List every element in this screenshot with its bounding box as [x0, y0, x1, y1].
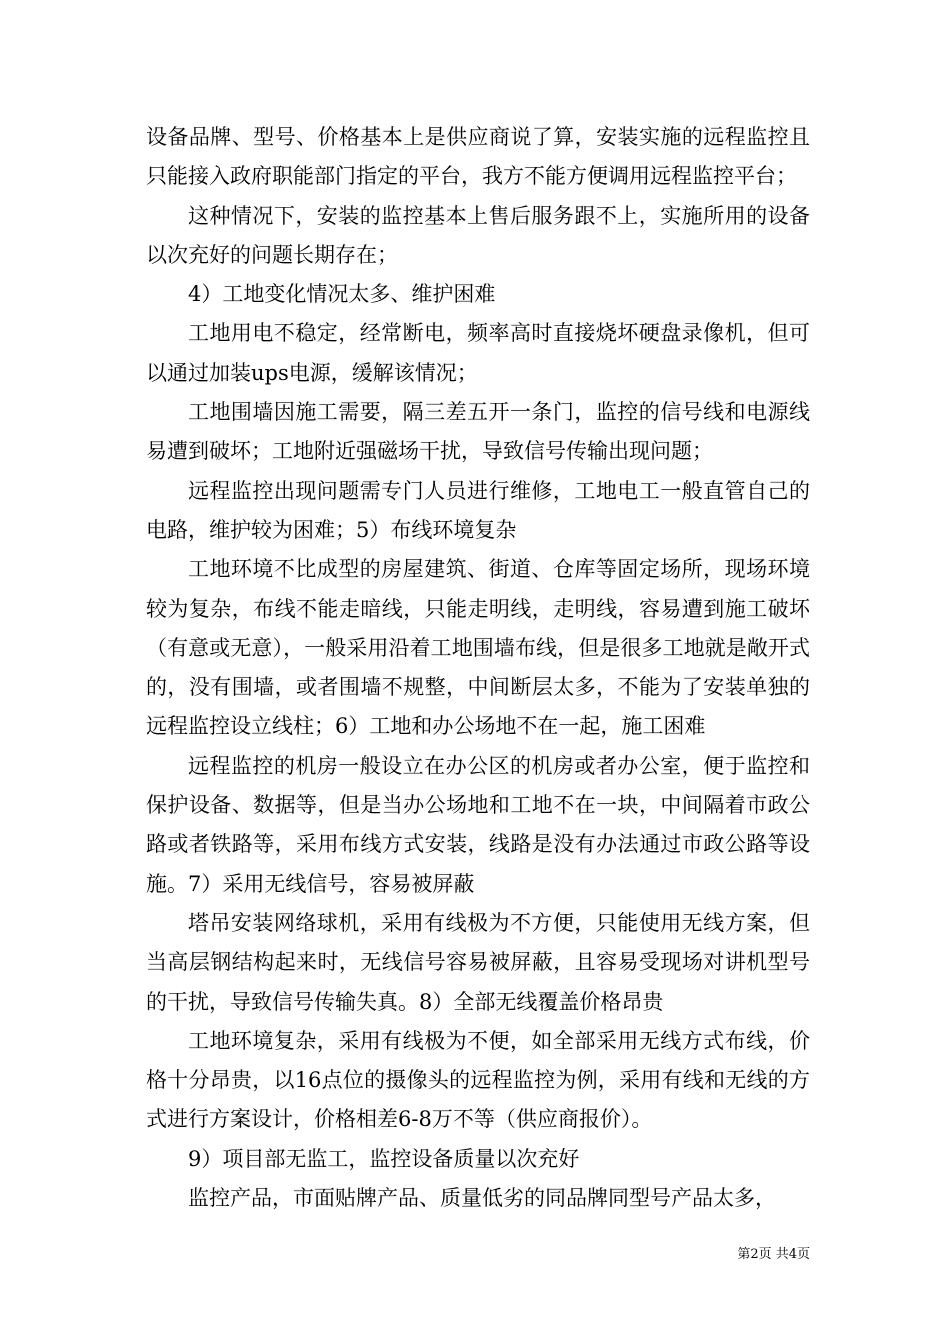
- paragraph: 远程监控出现问题需专门人员进行维修，工地电工一般直管自己的电路，维护较为困难；5）布线环境复杂: [146, 478, 810, 542]
- document-body: [146, 118, 810, 1218]
- page-number-footer: 第2页 共4页: [737, 1247, 810, 1262]
- section-heading: 4）工地变化情况太多、维护困难: [188, 282, 496, 307]
- paragraph: 工地用电不稳定，经常断电，频率高时直接烧坏硬盘录像机，但可以通过加装ups电源，缓解该情况；: [146, 321, 810, 385]
- paragraph: 工地环境复杂，采用有线极为不便，如全部采用无线方式布线，价格十分昂贵，以16点位的摄像头的远程监控为例，采用有线和无线的方式进行方案设计，价格相差6-8万不等（供应商报价）。: [146, 1028, 810, 1132]
- paragraph: 这种情况下，安装的监控基本上售后服务跟不上，实施所用的设备以次充好的问题长期存在；: [146, 203, 810, 267]
- paragraph: 远程监控的机房一般设立在办公区的机房或者办公室，便于监控和保护设备、数据等，但是当办公场地和工地不在一块，中间隔着市政公路或者铁路等，采用布线方式安装，线路是没有办法通过市政公路等设施。7）采用无线信号，容易被屏蔽: [146, 753, 810, 896]
- paragraph: 设备品牌、型号、价格基本上是供应商说了算，安装实施的远程监控且只能接入政府职能部门指定的平台，我方不能方便调用远程监控平台；: [146, 125, 810, 189]
- paragraph: 工地环境不比成型的房屋建筑、街道、仓库等固定场所，现场环境较为复杂，布线不能走暗线，只能走明线，走明线，容易遭到施工破坏（有意或无意），一般采用沿着工地围墙布线，但是很多工地就是敞开式的，没有围墙，或者围墙不规整，中间断层太多，不能为了安装单独的远程监控设立线柱；6）工地和办公场地不在一起，施工困难: [146, 557, 810, 739]
- paragraph: 监控产品，市面贴牌产品、质量低劣的同品牌同型号产品太多，: [188, 1186, 776, 1211]
- paragraph: 塔吊安装网络球机，采用有线极为不方便，只能使用无线方案，但当高层钢结构起来时，无线信号容易被屏蔽，且容易受现场对讲机型号的干扰，导致信号传输失真。8）全部无线覆盖价格昂贵: [146, 910, 810, 1014]
- paragraph: 工地围墙因施工需要，隔三差五开一条门，监控的信号线和电源线易遭到破坏；工地附近强磁场干扰，导致信号传输出现问题；: [146, 400, 810, 464]
- section-heading: 9）项目部无监工，监控设备质量以次充好: [188, 1146, 580, 1171]
